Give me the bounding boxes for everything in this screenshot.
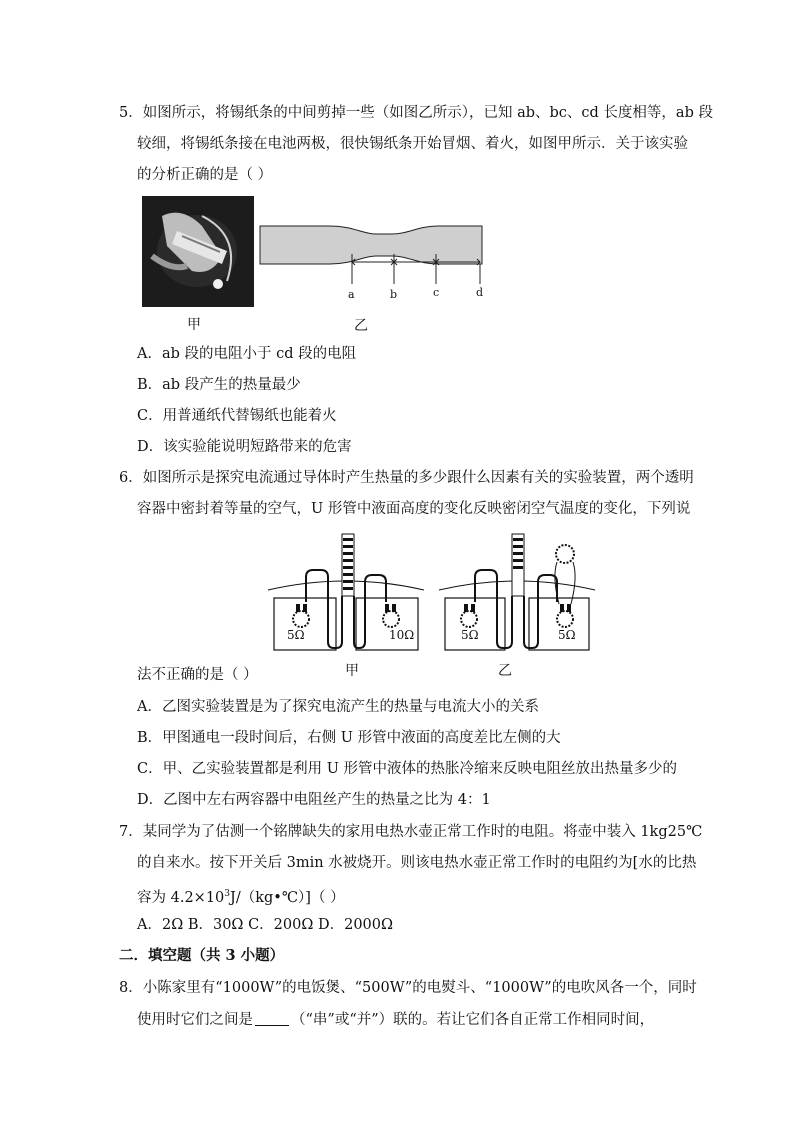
q6-option-c: C．甲、乙实验装置都是利用 U 形管中液体的热胀冷缩来反映电阻丝放出热量多少的 — [137, 761, 678, 777]
q5-option-b: B．ab 段产生的热量最少 — [137, 377, 301, 393]
q5-stem-line1: 5．如图所示，将锡纸条的中间剪掉一些（如图乙所示），已知 ab、bc、cd 长度相等，ab 段 — [119, 105, 713, 121]
q6-figure-label-yi: 乙 — [498, 663, 512, 679]
q8-stem-line2-part2: （“串”或“并”）联的。若让它们各自正常工作相同时间， — [291, 1012, 655, 1028]
q7-stem-line1: 7．某同学为了估测一个铭牌缺失的家用电热水壶正常工作时的电阻。将壶中装入 1kg25℃ — [119, 824, 703, 840]
q8-stem-line1: 8．小陈家里有“1000W”的电饭煲、“500W”的电熨斗、“1000W”的电吹风各一个，同时 — [119, 980, 697, 996]
tin-foil-battery-photo — [142, 196, 254, 307]
q6-resistor-label-4: 5Ω — [558, 628, 576, 642]
q8-stem-line2 — [137, 1010, 654, 1030]
q6-option-a: A．乙图实验装置是为了探究电流产生的热量与电流大小的关系 — [137, 699, 539, 715]
q5-option-a: A．ab 段的电阻小于 cd 段的电阻 — [137, 346, 357, 362]
q8-answer-blank[interactable] — [255, 1011, 289, 1026]
q6-resistor-label-2: 10Ω — [389, 628, 415, 642]
q6-option-b: B．甲图通电一段时间后，右侧 U 形管中液面的高度差比左侧的大 — [137, 730, 561, 746]
q6-resistor-label-3: 5Ω — [461, 628, 479, 642]
q5-tick-c: c — [433, 286, 440, 299]
q7-exponent: 3 — [224, 889, 231, 899]
q5-option-c: C．用普通纸代替锡纸也能着火 — [137, 408, 337, 424]
q5-tick-b: b — [390, 288, 398, 301]
q6-option-d: D．乙图中左右两容器中电阻丝产生的热量之比为 4：1 — [137, 792, 491, 808]
q5-option-d: D．该实验能说明短路带来的危害 — [137, 439, 352, 455]
q7-stem-line3-part1: 容为 4.2×10 — [137, 889, 225, 906]
q6-stem-line3: 法不正确的是（ ） — [137, 667, 258, 683]
q7-stem-line3 — [137, 884, 345, 908]
q7-stem-line3-part2: J/（kg•℃）]（ ） — [230, 889, 345, 906]
q6-resistor-label-1: 5Ω — [287, 628, 305, 642]
q8-stem-line2-part1: 使用时它们之间是 — [137, 1012, 253, 1028]
q5-figure-label-jia: 甲 — [187, 317, 201, 333]
q5-stem-line2: 较细，将锡纸条接在电池两极，很快锡纸条开始冒烟、着火，如图甲所示．关于该实验 — [137, 136, 688, 152]
q5-tick-d: d — [476, 286, 484, 299]
q6-stem-line1: 6．如图所示是探究电流通过导体时产生热量的多少跟什么因素有关的实验装置，两个透明 — [119, 470, 694, 486]
q7-stem-line2: 的自来水。按下开关后 3min 水被烧开。则该电热水壶正常工作时的电阻约为[水的比热 — [137, 855, 697, 871]
q5-tick-a: a — [348, 288, 355, 301]
tin-foil-strip-diagram — [258, 218, 488, 308]
section-heading-fill-in: 二．填空题（共 3 小题） — [119, 947, 285, 964]
q6-stem-line2: 容器中密封着等量的空气，U 形管中液面高度的变化反映密闭空气温度的变化，下列说 — [137, 501, 691, 517]
q5-figure-label-yi: 乙 — [354, 318, 368, 334]
q5-stem-line3: 的分析正确的是（ ） — [137, 167, 273, 183]
q6-figure-label-jia: 甲 — [345, 663, 359, 679]
q7-options: A．2Ω B．30Ω C．200Ω D．2000Ω — [137, 917, 394, 933]
